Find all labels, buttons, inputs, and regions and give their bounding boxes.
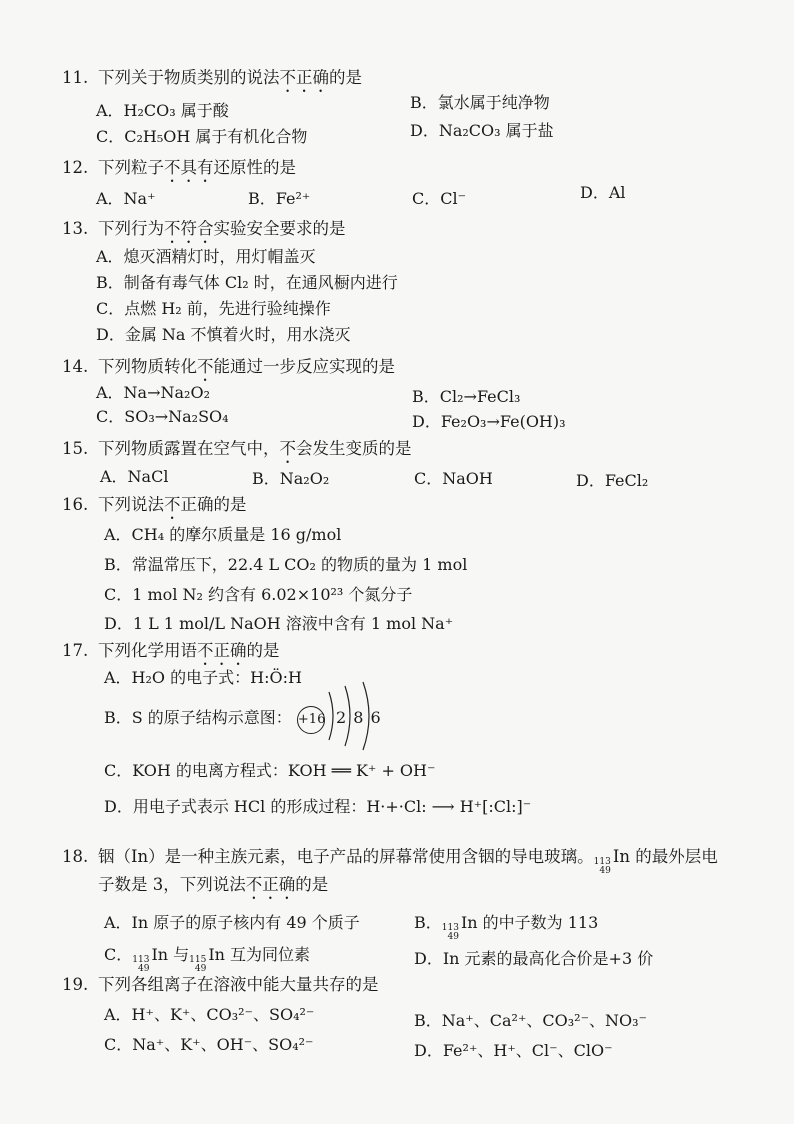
- isotope-notation: [132, 956, 149, 974]
- option-c: C．点燃 H₂ 前，先进行验纯操作: [96, 299, 331, 318]
- atomic-number: 49: [599, 866, 611, 876]
- option-d: D．In 元素的最高化合价是+3 价: [414, 949, 654, 968]
- emphasis-text: 不: [197, 357, 214, 376]
- stem-text: 的是: [295, 875, 329, 894]
- atomic-number: 49: [137, 964, 150, 974]
- option-label: C．: [104, 945, 133, 964]
- option-b: B．Cl₂→FeCl₃: [412, 387, 521, 406]
- option-b: [414, 912, 598, 942]
- mass-number: 113: [593, 857, 611, 867]
- stem-text: 的是: [246, 641, 280, 660]
- emphasis-text: 不: [279, 439, 296, 458]
- option-a: A．H₂O 的电子式：H:Ö:H: [104, 668, 302, 687]
- stem-text: In 的最外层电: [612, 847, 718, 866]
- question-18: [62, 846, 718, 876]
- option-b: B．Na₂O₂: [252, 469, 330, 488]
- option-d: D．金属 Na 不慎着火时，用水浇灭: [96, 325, 351, 344]
- option-c: C．KOH 的电离方程式：KOH ══ K⁺ + OH⁻: [104, 761, 436, 780]
- option-label: B．: [414, 913, 442, 932]
- atomic-number: 49: [194, 964, 207, 974]
- isotope-notation: [189, 956, 206, 974]
- stem-text: 能通过一步反应实现的是: [213, 357, 395, 376]
- option-d: D．1 L 1 mol/L NaOH 溶液中含有 1 mol Na⁺: [104, 614, 454, 633]
- shell-arc-3: [363, 682, 369, 750]
- question-number: 14.: [62, 357, 89, 376]
- option-c: C．Cl⁻: [412, 189, 467, 208]
- emphasis-text: 不具有: [164, 158, 214, 177]
- question-17: [62, 640, 280, 669]
- shell-arc-1: [329, 692, 333, 740]
- question-11: [62, 67, 362, 96]
- question-15: [62, 438, 412, 467]
- option-a: A．H₂CO₃ 属于酸: [96, 101, 229, 120]
- stem-text: 下列粒子: [98, 158, 164, 177]
- stem-text: 下列物质转化: [98, 357, 197, 376]
- option-c: C．Na⁺、K⁺、OH⁻、SO₄²⁻: [104, 1035, 314, 1054]
- stem-text: 会发生变质的是: [296, 439, 412, 458]
- emphasis-text: 不: [164, 495, 181, 514]
- option-b: B．制备有毒气体 Cl₂ 时，在通风橱内进行: [96, 273, 398, 292]
- option-d: D．Fe₂O₃→Fe(OH)₃: [412, 412, 566, 431]
- mass-number: 113: [132, 955, 150, 965]
- question-number: 19.: [62, 975, 89, 994]
- stem-text: 下列各组离子在溶液中能大量共存的是: [98, 975, 379, 994]
- option-a: A．Na→Na₂O₂: [96, 383, 210, 402]
- isotope-notation: [442, 924, 459, 942]
- option-a: A．CH₄ 的摩尔质量是 16 g/mol: [104, 525, 342, 544]
- option-b: B．Fe²⁺: [248, 189, 311, 208]
- question-12: [62, 157, 296, 186]
- option-c: C．C₂H₅OH 属于有机化合物: [96, 127, 308, 146]
- option-d: D．Na₂CO₃ 属于盐: [410, 121, 554, 140]
- shell-arc-2: [345, 686, 350, 746]
- stem-text: 下列化学用语: [98, 641, 197, 660]
- question-number: 15.: [62, 439, 89, 458]
- shell-arcs-diagram: [325, 680, 385, 752]
- question-number: 16.: [62, 495, 89, 514]
- option-c: [104, 944, 310, 974]
- stem-text: 的是: [329, 68, 362, 87]
- stem-text: 还原性的是: [213, 158, 296, 177]
- question-13: [62, 218, 346, 247]
- electron-shells: 2 8 6: [336, 708, 382, 727]
- question-19: [62, 974, 379, 996]
- option-d: D．FeCl₂: [576, 471, 649, 490]
- emphasis-text: 不正确: [197, 641, 247, 660]
- question-14: [62, 356, 395, 385]
- stem-text: 实验安全要求的是: [213, 219, 346, 238]
- emphasis-text: 不符合: [164, 219, 214, 238]
- option-a: A．Na⁺: [96, 189, 156, 208]
- mass-number: 115: [189, 955, 207, 965]
- option-c: C．SO₃→Na₂SO₄: [96, 407, 229, 426]
- question-number: 13.: [62, 219, 89, 238]
- stem-text: 正确的是: [180, 495, 247, 514]
- stem-text: 子数是 3，下列说法: [98, 875, 246, 894]
- option-text: In 与: [151, 945, 190, 964]
- question-16: [62, 494, 247, 523]
- option-a: A．熄灭酒精灯时，用灯帽盖灭: [96, 247, 316, 266]
- question-number: 11.: [62, 68, 89, 87]
- question-18-line2: [98, 874, 328, 903]
- question-number: 18.: [62, 847, 89, 866]
- option-c: C．1 mol N₂ 约含有 6.02×10²³ 个氮分子: [104, 585, 413, 604]
- mass-number: 113: [441, 923, 459, 933]
- option-a: A．NaCl: [100, 467, 169, 486]
- option-b-text: B．S 的原子结构示意图：: [104, 708, 292, 727]
- option-a: A．H⁺、K⁺、CO₃²⁻、SO₄²⁻: [104, 1005, 315, 1024]
- emphasis-text: 不正确: [245, 875, 296, 894]
- stem-text: 下列物质露置在空气中，: [98, 439, 280, 458]
- stem-text: 下列说法: [98, 495, 164, 514]
- isotope-notation: [594, 858, 611, 876]
- option-b: B．氯水属于纯净物: [410, 93, 550, 112]
- option-b: B．常温常压下，22.4 L CO₂ 的物质的量为 1 mol: [104, 555, 468, 574]
- stem-text: 下列行为: [98, 219, 164, 238]
- option-text: In 互为同位素: [208, 945, 311, 964]
- option-a: A．In 原子的原子核内有 49 个质子: [104, 913, 360, 932]
- atomic-number: 49: [447, 932, 459, 942]
- option-d: D．Al: [580, 183, 626, 202]
- option-b: B．Na⁺、Ca²⁺、CO₃²⁻、NO₃⁻: [414, 1011, 647, 1030]
- option-d: D．Fe²⁺、H⁺、Cl⁻、ClO⁻: [414, 1041, 613, 1060]
- question-number: 12.: [62, 158, 89, 177]
- option-c: C．NaOH: [414, 469, 493, 488]
- stem-text: 下列关于物质类别的说法: [98, 68, 280, 87]
- option-text: In 的中子数为 113: [460, 913, 599, 932]
- stem-text: 铟（In）是一种主族元素，电子产品的屏幕常使用含铟的导电玻璃。: [98, 847, 594, 866]
- nucleus-circle: +16: [297, 706, 325, 734]
- emphasis-text: 不正确: [279, 68, 329, 87]
- question-number: 17.: [62, 641, 89, 660]
- option-d: D．用电子式表示 HCl 的形成过程：H·+·Cl: ⟶ H⁺[:Cl:]⁻: [104, 797, 532, 816]
